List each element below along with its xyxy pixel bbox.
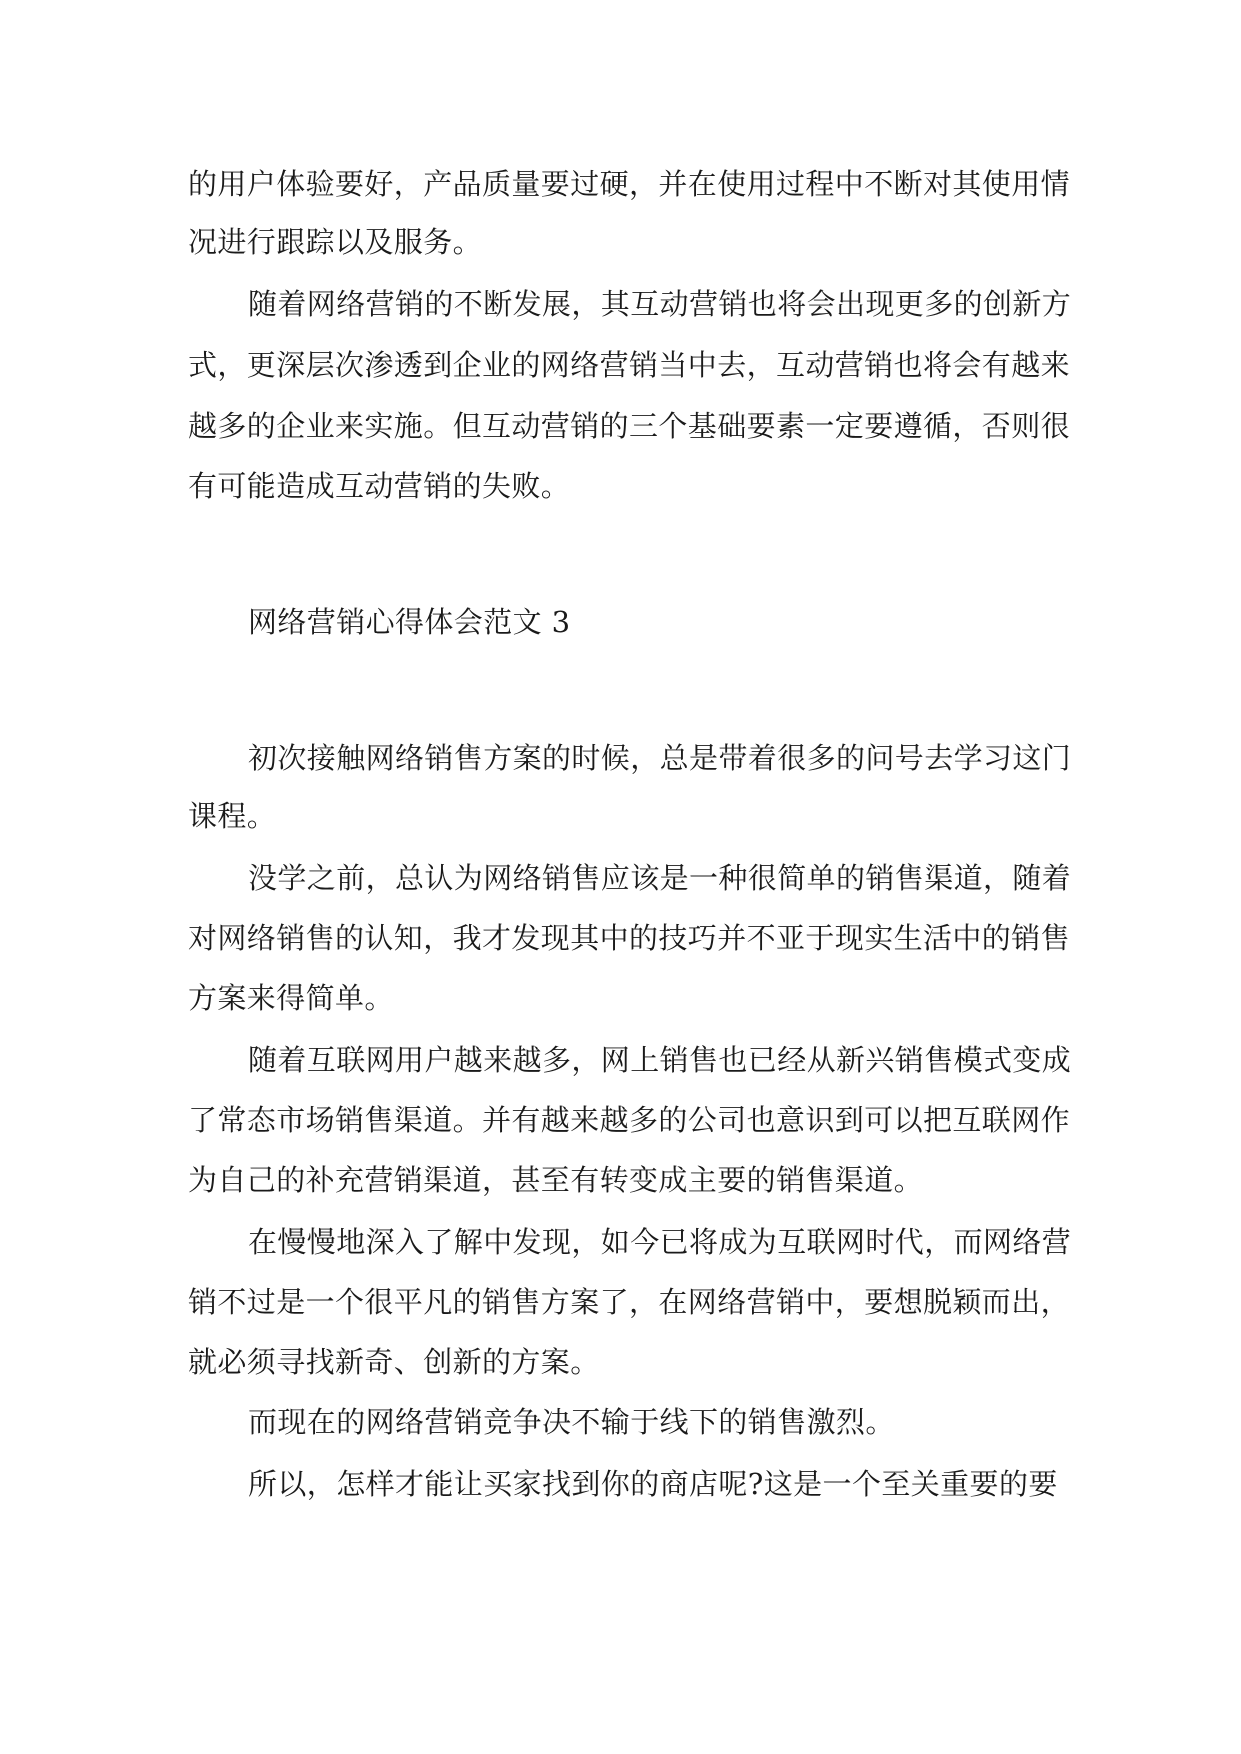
- body-text-line: 越多的企业来实施。但互动营销的三个基础要素一定要遵循，否则很: [188, 409, 1071, 443]
- body-text-line: 就必须寻找新奇、创新的方案。: [188, 1345, 600, 1379]
- body-text-line: 课程。: [188, 799, 277, 833]
- body-text-line: 对网络销售的认知，我才发现其中的技巧并不亚于现实生活中的销售: [188, 921, 1071, 955]
- body-text-line: 随着网络营销的不断发展，其互动营销也将会出现更多的创新方: [248, 287, 1072, 321]
- body-text-line: 所以，怎样才能让买家找到你的商店呢?这是一个至关重要的要: [248, 1467, 1058, 1501]
- body-text-line: 况进行跟踪以及服务。: [188, 225, 483, 259]
- body-text-line: 式，更深层次渗透到企业的网络营销当中去，互动营销也将会有越来: [188, 348, 1071, 382]
- body-text-line: 而现在的网络营销竞争决不输于线下的销售激烈。: [248, 1405, 895, 1439]
- body-text-line: 有可能造成互动营销的失败。: [188, 469, 571, 503]
- body-text-line: 了常态市场销售渠道。并有越来越多的公司也意识到可以把互联网作: [188, 1103, 1071, 1137]
- body-text-line: 初次接触网络销售方案的时候，总是带着很多的问号去学习这门: [248, 741, 1072, 775]
- body-text-line: 为自己的补充营销渠道，甚至有转变成主要的销售渠道。: [188, 1163, 924, 1197]
- body-text-line: 的用户体验要好，产品质量要过硬，并在使用过程中不断对其使用情: [188, 167, 1071, 201]
- section-heading: 网络营销心得体会范文 3: [248, 605, 571, 639]
- body-text-line: 在慢慢地深入了解中发现，如今已将成为互联网时代，而网络营: [248, 1225, 1072, 1259]
- body-text-line: 方案来得简单。: [188, 981, 394, 1015]
- body-text-line: 没学之前，总认为网络销售应该是一种很简单的销售渠道，随着: [248, 861, 1072, 895]
- body-text-line: 随着互联网用户越来越多，网上销售也已经从新兴销售模式变成: [248, 1043, 1072, 1077]
- body-text-line: 销不过是一个很平凡的销售方案了，在网络营销中，要想脱颖而出，: [188, 1285, 1071, 1319]
